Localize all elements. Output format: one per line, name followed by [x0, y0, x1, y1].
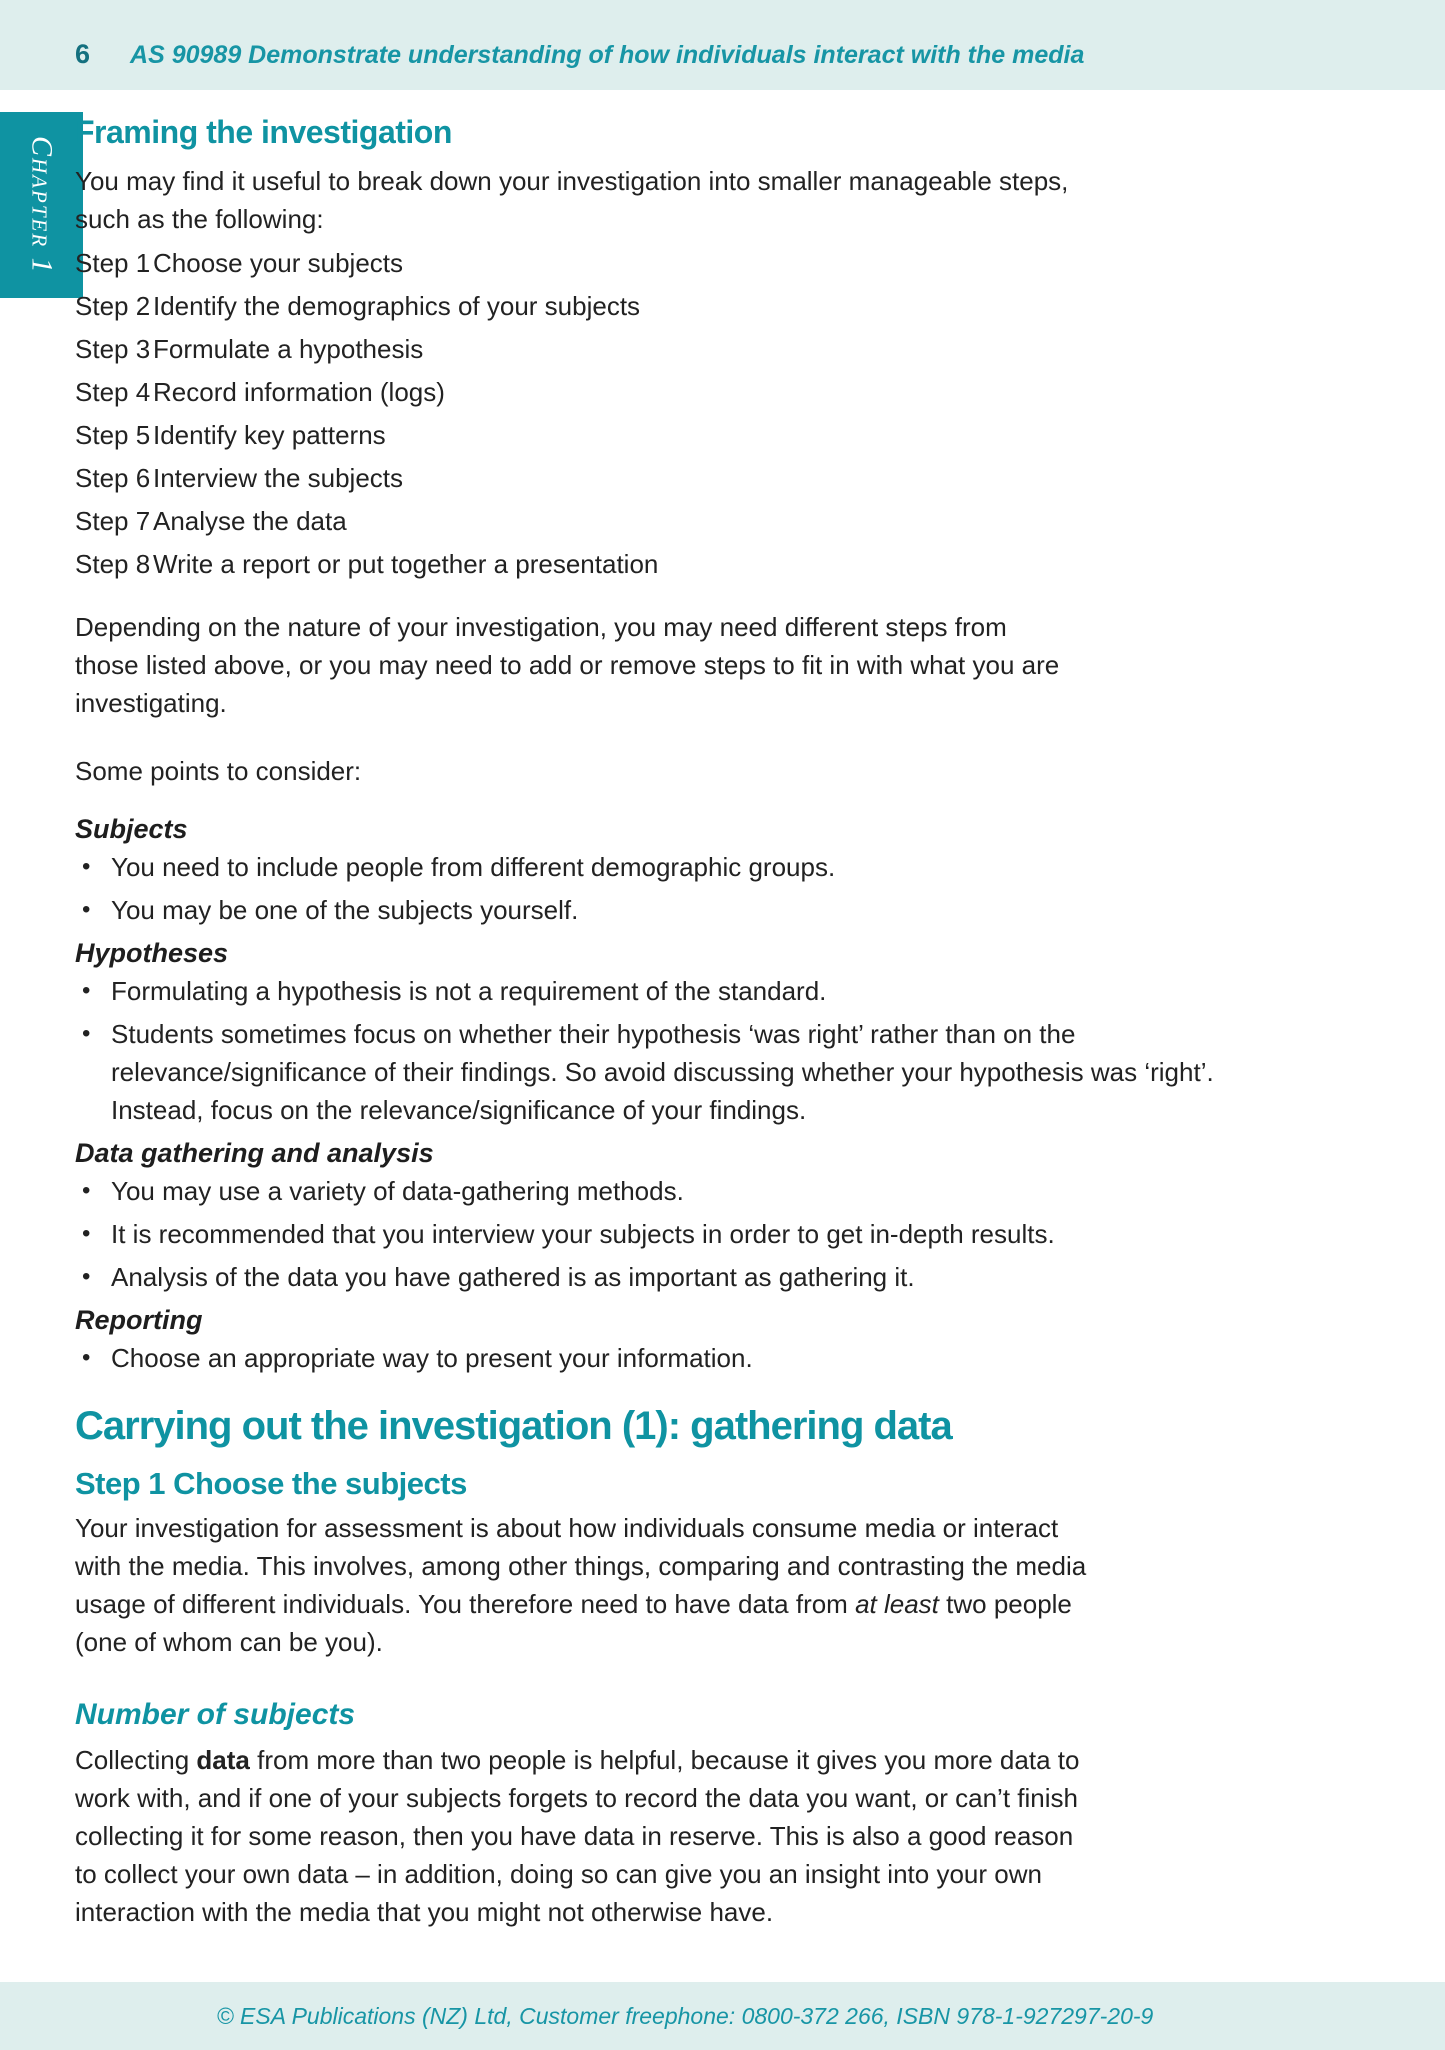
body-text: usage of different individuals. You therefore need to have data from: [75, 1589, 856, 1619]
body-line: with the media. This involves, among other things, comparing and contrasting the media: [75, 1551, 1087, 1581]
subsection-heading-step1: Step 1 Choose the subjects: [75, 1466, 467, 1501]
consider-paragraph: [75, 752, 1295, 790]
subhead-subjects: Subjects: [75, 814, 188, 844]
bullet-icon: [75, 972, 111, 1010]
step-row: [75, 543, 1295, 586]
step-text: Interview the subjects: [153, 463, 404, 493]
subhead-data-gathering: Data gathering and analysis: [75, 1138, 434, 1168]
body-line: (one of whom can be you).: [75, 1627, 383, 1657]
step1-paragraph: [75, 1509, 1295, 1661]
bullet-list: [75, 848, 1295, 929]
step-text: Write a report or put together a presentation: [153, 549, 659, 579]
footer-text: © ESA Publications (NZ) Ltd, Customer freephone: 0800-372 266, ISBN 978-1-927297-20-9: [216, 2002, 1154, 2029]
body-line: collecting it for some reason, then you have data in reserve. This is also a good reason: [75, 1821, 1074, 1851]
bullet-list: [75, 1339, 1295, 1377]
intro-paragraph: [75, 162, 1295, 238]
step-label: Step 5: [75, 420, 151, 450]
bold-text: data: [196, 1745, 250, 1775]
step-row: [75, 457, 1295, 500]
bullet-text: Formulating a hypothesis is not a requirement of the standard.: [111, 976, 827, 1006]
body-line: [75, 1741, 1295, 1779]
section-heading-carrying: Carrying out the investigation (1): gathering data: [75, 1404, 952, 1448]
body-line: such as the following:: [75, 204, 324, 234]
list-item: [75, 1258, 1295, 1296]
step-text: Choose your subjects: [153, 248, 404, 278]
section-heading-framing: Framing the investigation: [75, 114, 452, 150]
emphasized-text: at least: [855, 1589, 939, 1619]
footer-band: [0, 1982, 1445, 2050]
list-item: [75, 848, 1295, 886]
step-row: [75, 242, 1295, 285]
chapter-tab-label: Chapter 1: [25, 135, 59, 275]
bullet-text: Analysis of the data you have gathered is as important as gathering it.: [111, 1262, 915, 1292]
step-label: Step 7: [75, 506, 151, 536]
page-number: 6: [75, 39, 91, 69]
header-band: [0, 0, 1445, 90]
body-line: to collect your own data – in addition, doing so can give you an insight into your own: [75, 1859, 1042, 1889]
body-line: Your investigation for assessment is about how individuals consume media or interact: [75, 1513, 1059, 1543]
body-text: two people: [938, 1589, 1072, 1619]
subhead-reporting: Reporting: [75, 1305, 203, 1335]
bullet-list: [75, 972, 1295, 1129]
page-content: [75, 90, 1295, 1931]
step-row: [75, 371, 1295, 414]
step-label: Step 1: [75, 248, 151, 278]
body-text: Collecting: [75, 1745, 197, 1775]
bullet-icon: [75, 1015, 111, 1129]
body-line: You may find it useful to break down your investigation into smaller manageable steps,: [75, 166, 1069, 196]
step-row: [75, 328, 1295, 371]
bullet-list: [75, 1172, 1295, 1296]
depending-paragraph: [75, 608, 1295, 722]
header-title: AS 90989 Demonstrate understanding of how individuals interact with the media: [130, 41, 1085, 69]
step-label: Step 3: [75, 334, 151, 364]
step-row: [75, 414, 1295, 457]
bullet-text: Students sometimes focus on whether their hypothesis ‘was right’ rather than on the relevance/significance of their findings. So avoid discussing whether your hypothesis was ‘right’. Instead, focus on the relevance/significance of your findings.: [111, 1019, 1214, 1125]
bullet-text: It is recommended that you interview your subjects in order to get in-depth results.: [111, 1219, 1055, 1249]
body-line: work with, and if one of your subjects forgets to record the data you want, or can’t finish: [75, 1783, 1078, 1813]
list-item: [75, 1015, 1295, 1129]
bullet-text: Choose an appropriate way to present your information.: [111, 1343, 753, 1373]
step-row: [75, 500, 1295, 543]
subhead-hypotheses: Hypotheses: [75, 938, 229, 968]
bullet-icon: [75, 891, 111, 929]
list-item: [75, 891, 1295, 929]
chapter-tab: [0, 112, 83, 298]
steps-list: [75, 242, 1295, 586]
step-text: Identify the demographics of your subjects: [153, 291, 641, 321]
subsection-heading-number-of-subjects: Number of subjects: [75, 1698, 356, 1731]
step-label: Step 2: [75, 291, 151, 321]
step-row: [75, 285, 1295, 328]
bullet-icon: [75, 1258, 111, 1296]
body-line: Depending on the nature of your investigation, you may need different steps from: [75, 612, 1007, 642]
step-text: Formulate a hypothesis: [153, 334, 424, 364]
step-text: Analyse the data: [153, 506, 347, 536]
body-line: those listed above, or you may need to add or remove steps to fit in with what you are: [75, 650, 1060, 680]
list-item: [75, 1339, 1295, 1377]
body-line: investigating.: [75, 688, 227, 718]
step-label: Step 4: [75, 377, 151, 407]
body-text: from more than two people is helpful, because it gives you more data to: [249, 1745, 1080, 1775]
bullet-text: You may use a variety of data-gathering methods.: [111, 1176, 684, 1206]
list-item: [75, 1172, 1295, 1210]
bullet-text: You need to include people from different demographic groups.: [111, 852, 836, 882]
step-text: Record information (logs): [153, 377, 445, 407]
bullet-icon: [75, 1339, 111, 1377]
step-label: Step 8: [75, 549, 151, 579]
bullet-icon: [75, 1172, 111, 1210]
bullet-text: You may be one of the subjects yourself.: [111, 895, 579, 925]
body-line: interaction with the media that you might not otherwise have.: [75, 1897, 774, 1927]
body-line: Some points to consider:: [75, 756, 362, 786]
step-label: Step 6: [75, 463, 151, 493]
body-line: [75, 1585, 1295, 1623]
list-item: [75, 972, 1295, 1010]
step-text: Identify key patterns: [153, 420, 386, 450]
list-item: [75, 1215, 1295, 1253]
bullet-icon: [75, 1215, 111, 1253]
number-paragraph: [75, 1741, 1295, 1931]
bullet-icon: [75, 848, 111, 886]
